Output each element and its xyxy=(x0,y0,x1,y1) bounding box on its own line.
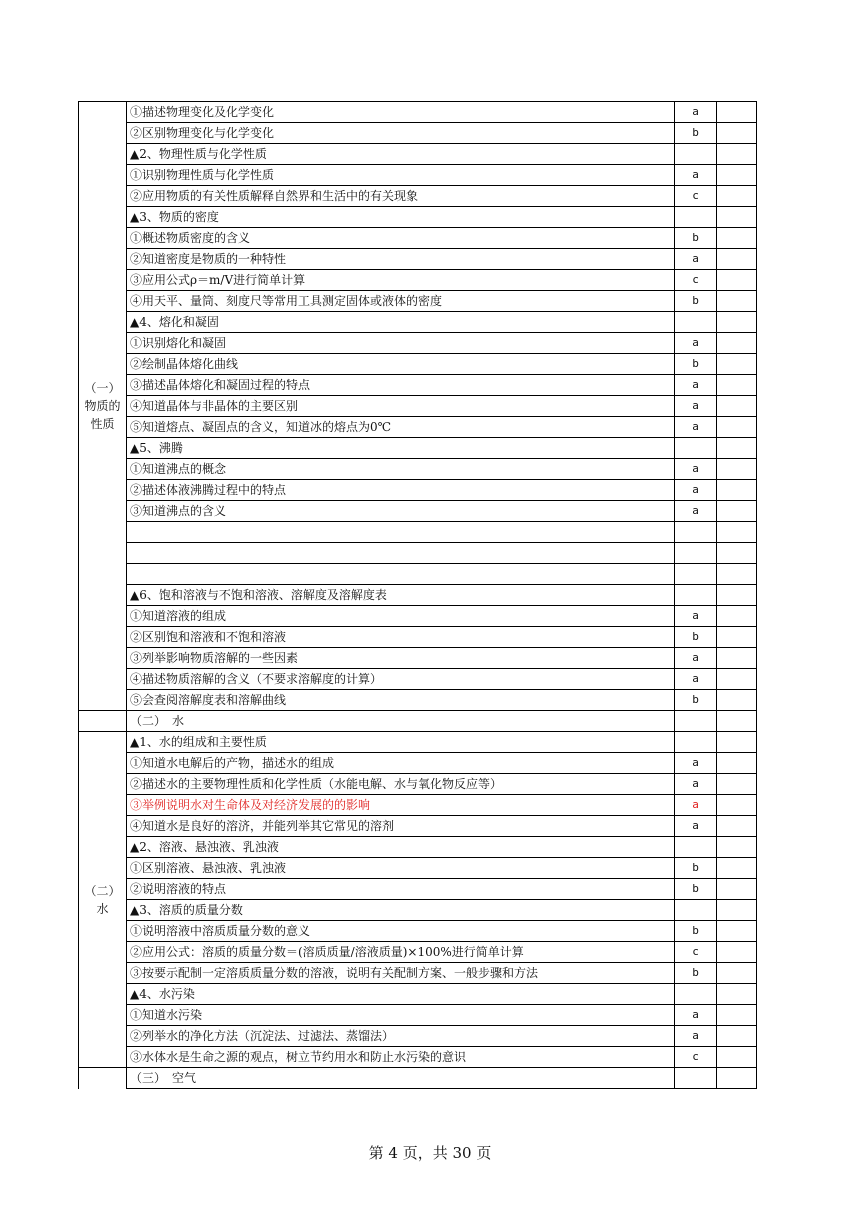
blank-cell xyxy=(717,417,757,438)
item-text-cell: ③描述晶体熔化和凝固过程的特点 xyxy=(127,375,675,396)
blank-cell xyxy=(717,438,757,459)
table-row xyxy=(79,648,757,669)
table-row xyxy=(79,795,757,816)
blank-cell xyxy=(717,1005,757,1026)
level-cell: a xyxy=(675,648,717,669)
blank-cell xyxy=(717,816,757,837)
item-text-cell: （二） 水 xyxy=(127,711,675,732)
level-cell xyxy=(675,543,717,564)
level-cell xyxy=(675,984,717,1005)
blank-cell xyxy=(717,900,757,921)
table-row xyxy=(79,417,757,438)
table-row xyxy=(79,669,757,690)
table-row xyxy=(79,123,757,144)
level-cell: a xyxy=(675,1026,717,1047)
level-cell: b xyxy=(675,963,717,984)
level-cell: b xyxy=(675,690,717,711)
curriculum-table-body xyxy=(79,102,757,1089)
blank-cell xyxy=(717,501,757,522)
item-text-cell: ②描述水的主要物理性质和化学性质（水能电解、水与氧化物反应等） xyxy=(127,774,675,795)
blank-cell xyxy=(717,186,757,207)
level-cell: b xyxy=(675,228,717,249)
table-row xyxy=(79,753,757,774)
level-cell: c xyxy=(675,942,717,963)
blank-cell xyxy=(717,879,757,900)
item-text-cell: ②知道密度是物质的一种特性 xyxy=(127,249,675,270)
blank-cell xyxy=(717,543,757,564)
item-text-cell: ①识别熔化和凝固 xyxy=(127,333,675,354)
level-cell: a xyxy=(675,501,717,522)
item-text-cell: ▲1、水的组成和主要性质 xyxy=(127,732,675,753)
level-cell: a xyxy=(675,753,717,774)
level-cell: c xyxy=(675,1047,717,1068)
table-row xyxy=(79,144,757,165)
level-cell: a xyxy=(675,774,717,795)
level-cell: a xyxy=(675,375,717,396)
level-cell: a xyxy=(675,249,717,270)
blank-cell xyxy=(717,711,757,732)
table-row xyxy=(79,963,757,984)
item-text-cell: ▲4、熔化和凝固 xyxy=(127,312,675,333)
item-text-cell: ③按要示配制一定溶质质量分数的溶液，说明有关配制方案、一般步骤和方法 xyxy=(127,963,675,984)
item-text-cell: ③知道沸点的含义 xyxy=(127,501,675,522)
item-text-cell: ⑤知道熔点、凝固点的含义，知道冰的熔点为0℃ xyxy=(127,417,675,438)
blank-cell xyxy=(717,480,757,501)
blank-cell xyxy=(717,459,757,480)
blank-cell xyxy=(717,102,757,123)
item-text-cell: ①知道水电解后的产物，描述水的组成 xyxy=(127,753,675,774)
table-row xyxy=(79,627,757,648)
item-text-cell: ②应用公式：溶质的质量分数＝(溶质质量/溶液质量)×100%进行简单计算 xyxy=(127,942,675,963)
table-row xyxy=(79,732,757,753)
item-text-cell: ▲3、物质的密度 xyxy=(127,207,675,228)
item-text-cell: ①识别物理性质与化学性质 xyxy=(127,165,675,186)
table-row xyxy=(79,186,757,207)
level-cell: a xyxy=(675,333,717,354)
blank-cell xyxy=(717,921,757,942)
item-text-cell: ▲2、物理性质与化学性质 xyxy=(127,144,675,165)
level-cell xyxy=(675,1068,717,1089)
item-text-cell: ②应用物质的有关性质解释自然界和生活中的有关现象 xyxy=(127,186,675,207)
level-cell: a xyxy=(675,1005,717,1026)
item-text-cell: ▲2、溶液、悬浊液、乳浊液 xyxy=(127,837,675,858)
level-cell: a xyxy=(675,816,717,837)
item-text-cell: ▲3、溶质的质量分数 xyxy=(127,900,675,921)
blank-cell xyxy=(717,354,757,375)
blank-cell xyxy=(717,1026,757,1047)
blank-cell xyxy=(717,984,757,1005)
item-text-cell: ②绘制晶体熔化曲线 xyxy=(127,354,675,375)
table-row xyxy=(79,480,757,501)
level-cell xyxy=(675,522,717,543)
table-row xyxy=(79,165,757,186)
blank-cell xyxy=(717,249,757,270)
level-cell xyxy=(675,312,717,333)
blank-cell xyxy=(717,942,757,963)
table-row xyxy=(79,942,757,963)
table-row xyxy=(79,1068,757,1089)
table-row xyxy=(79,438,757,459)
section-label-cell: （二） 水 xyxy=(79,732,127,1068)
blank-cell xyxy=(717,669,757,690)
page-footer: 第 4 页，共 30 页 xyxy=(368,1144,492,1162)
level-cell: a xyxy=(675,606,717,627)
table-row xyxy=(79,228,757,249)
level-cell: c xyxy=(675,186,717,207)
table-row xyxy=(79,291,757,312)
item-text-cell: ⑤会查阅溶解度表和溶解曲线 xyxy=(127,690,675,711)
blank-cell xyxy=(717,333,757,354)
blank-cell xyxy=(717,627,757,648)
item-text-cell: ①知道沸点的概念 xyxy=(127,459,675,480)
table-row xyxy=(79,879,757,900)
item-text-cell: ▲5、沸腾 xyxy=(127,438,675,459)
item-text-cell: ①知道溶液的组成 xyxy=(127,606,675,627)
table-row xyxy=(79,774,757,795)
table-row xyxy=(79,354,757,375)
item-text-cell: ④知道水是良好的溶济，并能列举其它常见的溶剂 xyxy=(127,816,675,837)
blank-cell xyxy=(717,585,757,606)
table-row xyxy=(79,249,757,270)
level-cell: a xyxy=(675,795,717,816)
table-row xyxy=(79,858,757,879)
blank-cell xyxy=(717,606,757,627)
table-row xyxy=(79,606,757,627)
level-cell: a xyxy=(675,669,717,690)
table-row xyxy=(79,102,757,123)
level-cell xyxy=(675,438,717,459)
table-row xyxy=(79,396,757,417)
item-text-cell xyxy=(127,543,675,564)
item-text-cell: ②区别物理变化与化学变化 xyxy=(127,123,675,144)
blank-cell xyxy=(717,963,757,984)
item-text-cell: ②列举水的净化方法（沉淀法、过滤法、蒸馏法） xyxy=(127,1026,675,1047)
item-text-cell: ①说明溶液中溶质质量分数的意义 xyxy=(127,921,675,942)
level-cell: a xyxy=(675,165,717,186)
item-text-cell xyxy=(127,564,675,585)
level-cell: b xyxy=(675,858,717,879)
curriculum-table xyxy=(78,101,757,1089)
level-cell: b xyxy=(675,921,717,942)
table-row xyxy=(79,1047,757,1068)
table-row xyxy=(79,543,757,564)
item-text-cell: ④知道晶体与非晶体的主要区别 xyxy=(127,396,675,417)
blank-cell xyxy=(717,270,757,291)
blank-cell xyxy=(717,228,757,249)
blank-cell xyxy=(717,207,757,228)
item-text-cell: ③应用公式ρ＝m/V进行简单计算 xyxy=(127,270,675,291)
item-text-cell: ▲6、饱和溶液与不饱和溶液、溶解度及溶解度表 xyxy=(127,585,675,606)
blank-cell xyxy=(717,753,757,774)
level-cell xyxy=(675,732,717,753)
blank-cell xyxy=(717,375,757,396)
level-cell: b xyxy=(675,354,717,375)
table-row xyxy=(79,711,757,732)
table-row xyxy=(79,1005,757,1026)
level-cell xyxy=(675,564,717,585)
blank-cell xyxy=(717,564,757,585)
level-cell xyxy=(675,711,717,732)
level-cell: a xyxy=(675,102,717,123)
item-text-cell: ②说明溶液的特点 xyxy=(127,879,675,900)
item-text-cell: ③列举影响物质溶解的一些因素 xyxy=(127,648,675,669)
table-row xyxy=(79,501,757,522)
table-row xyxy=(79,522,757,543)
item-text-cell: ④用天平、量筒、刻度尺等常用工具测定固体或液体的密度 xyxy=(127,291,675,312)
table-row xyxy=(79,690,757,711)
level-cell: b xyxy=(675,879,717,900)
table-row xyxy=(79,1026,757,1047)
item-text-cell: ②描述体液沸腾过程中的特点 xyxy=(127,480,675,501)
item-text-cell: ④描述物质溶解的含义（不要求溶解度的计算） xyxy=(127,669,675,690)
section-label-cell xyxy=(79,711,127,732)
table-row xyxy=(79,312,757,333)
table-row xyxy=(79,459,757,480)
blank-cell xyxy=(717,1068,757,1089)
blank-cell xyxy=(717,522,757,543)
item-text-cell: （三） 空气 xyxy=(127,1068,675,1089)
blank-cell xyxy=(717,291,757,312)
level-cell xyxy=(675,585,717,606)
item-text-cell: ①描述物理变化及化学变化 xyxy=(127,102,675,123)
blank-cell xyxy=(717,837,757,858)
level-cell xyxy=(675,900,717,921)
level-cell: a xyxy=(675,459,717,480)
table-row xyxy=(79,984,757,1005)
section-label-cell xyxy=(79,1068,127,1089)
item-text-cell: ③举例说明水对生命体及对经济发展的的影响 xyxy=(127,795,675,816)
level-cell: a xyxy=(675,480,717,501)
item-text-cell xyxy=(127,522,675,543)
level-cell: b xyxy=(675,291,717,312)
blank-cell xyxy=(717,396,757,417)
level-cell: b xyxy=(675,123,717,144)
blank-cell xyxy=(717,123,757,144)
level-cell: a xyxy=(675,396,717,417)
blank-cell xyxy=(717,312,757,333)
table-row xyxy=(79,921,757,942)
table-row xyxy=(79,207,757,228)
blank-cell xyxy=(717,795,757,816)
blank-cell xyxy=(717,690,757,711)
blank-cell xyxy=(717,1047,757,1068)
table-row xyxy=(79,816,757,837)
blank-cell xyxy=(717,732,757,753)
blank-cell xyxy=(717,165,757,186)
blank-cell xyxy=(717,774,757,795)
table-row xyxy=(79,375,757,396)
blank-cell xyxy=(717,144,757,165)
level-cell: b xyxy=(675,627,717,648)
item-text-cell: ▲4、水污染 xyxy=(127,984,675,1005)
level-cell xyxy=(675,207,717,228)
item-text-cell: ①区别溶液、悬浊液、乳浊液 xyxy=(127,858,675,879)
blank-cell xyxy=(717,858,757,879)
item-text-cell: ②区别饱和溶液和不饱和溶液 xyxy=(127,627,675,648)
level-cell xyxy=(675,144,717,165)
item-text-cell: ①概述物质密度的含义 xyxy=(127,228,675,249)
level-cell: a xyxy=(675,417,717,438)
table-row xyxy=(79,900,757,921)
blank-cell xyxy=(717,648,757,669)
table-row xyxy=(79,585,757,606)
level-cell: c xyxy=(675,270,717,291)
item-text-cell: ③水体水是生命之源的观点，树立节约用水和防止水污染的意识 xyxy=(127,1047,675,1068)
table-row xyxy=(79,837,757,858)
table-row xyxy=(79,270,757,291)
level-cell xyxy=(675,837,717,858)
section-label-cell: （一） 物质的 性质 xyxy=(79,102,127,711)
table-row xyxy=(79,564,757,585)
item-text-cell: ①知道水污染 xyxy=(127,1005,675,1026)
table-row xyxy=(79,333,757,354)
